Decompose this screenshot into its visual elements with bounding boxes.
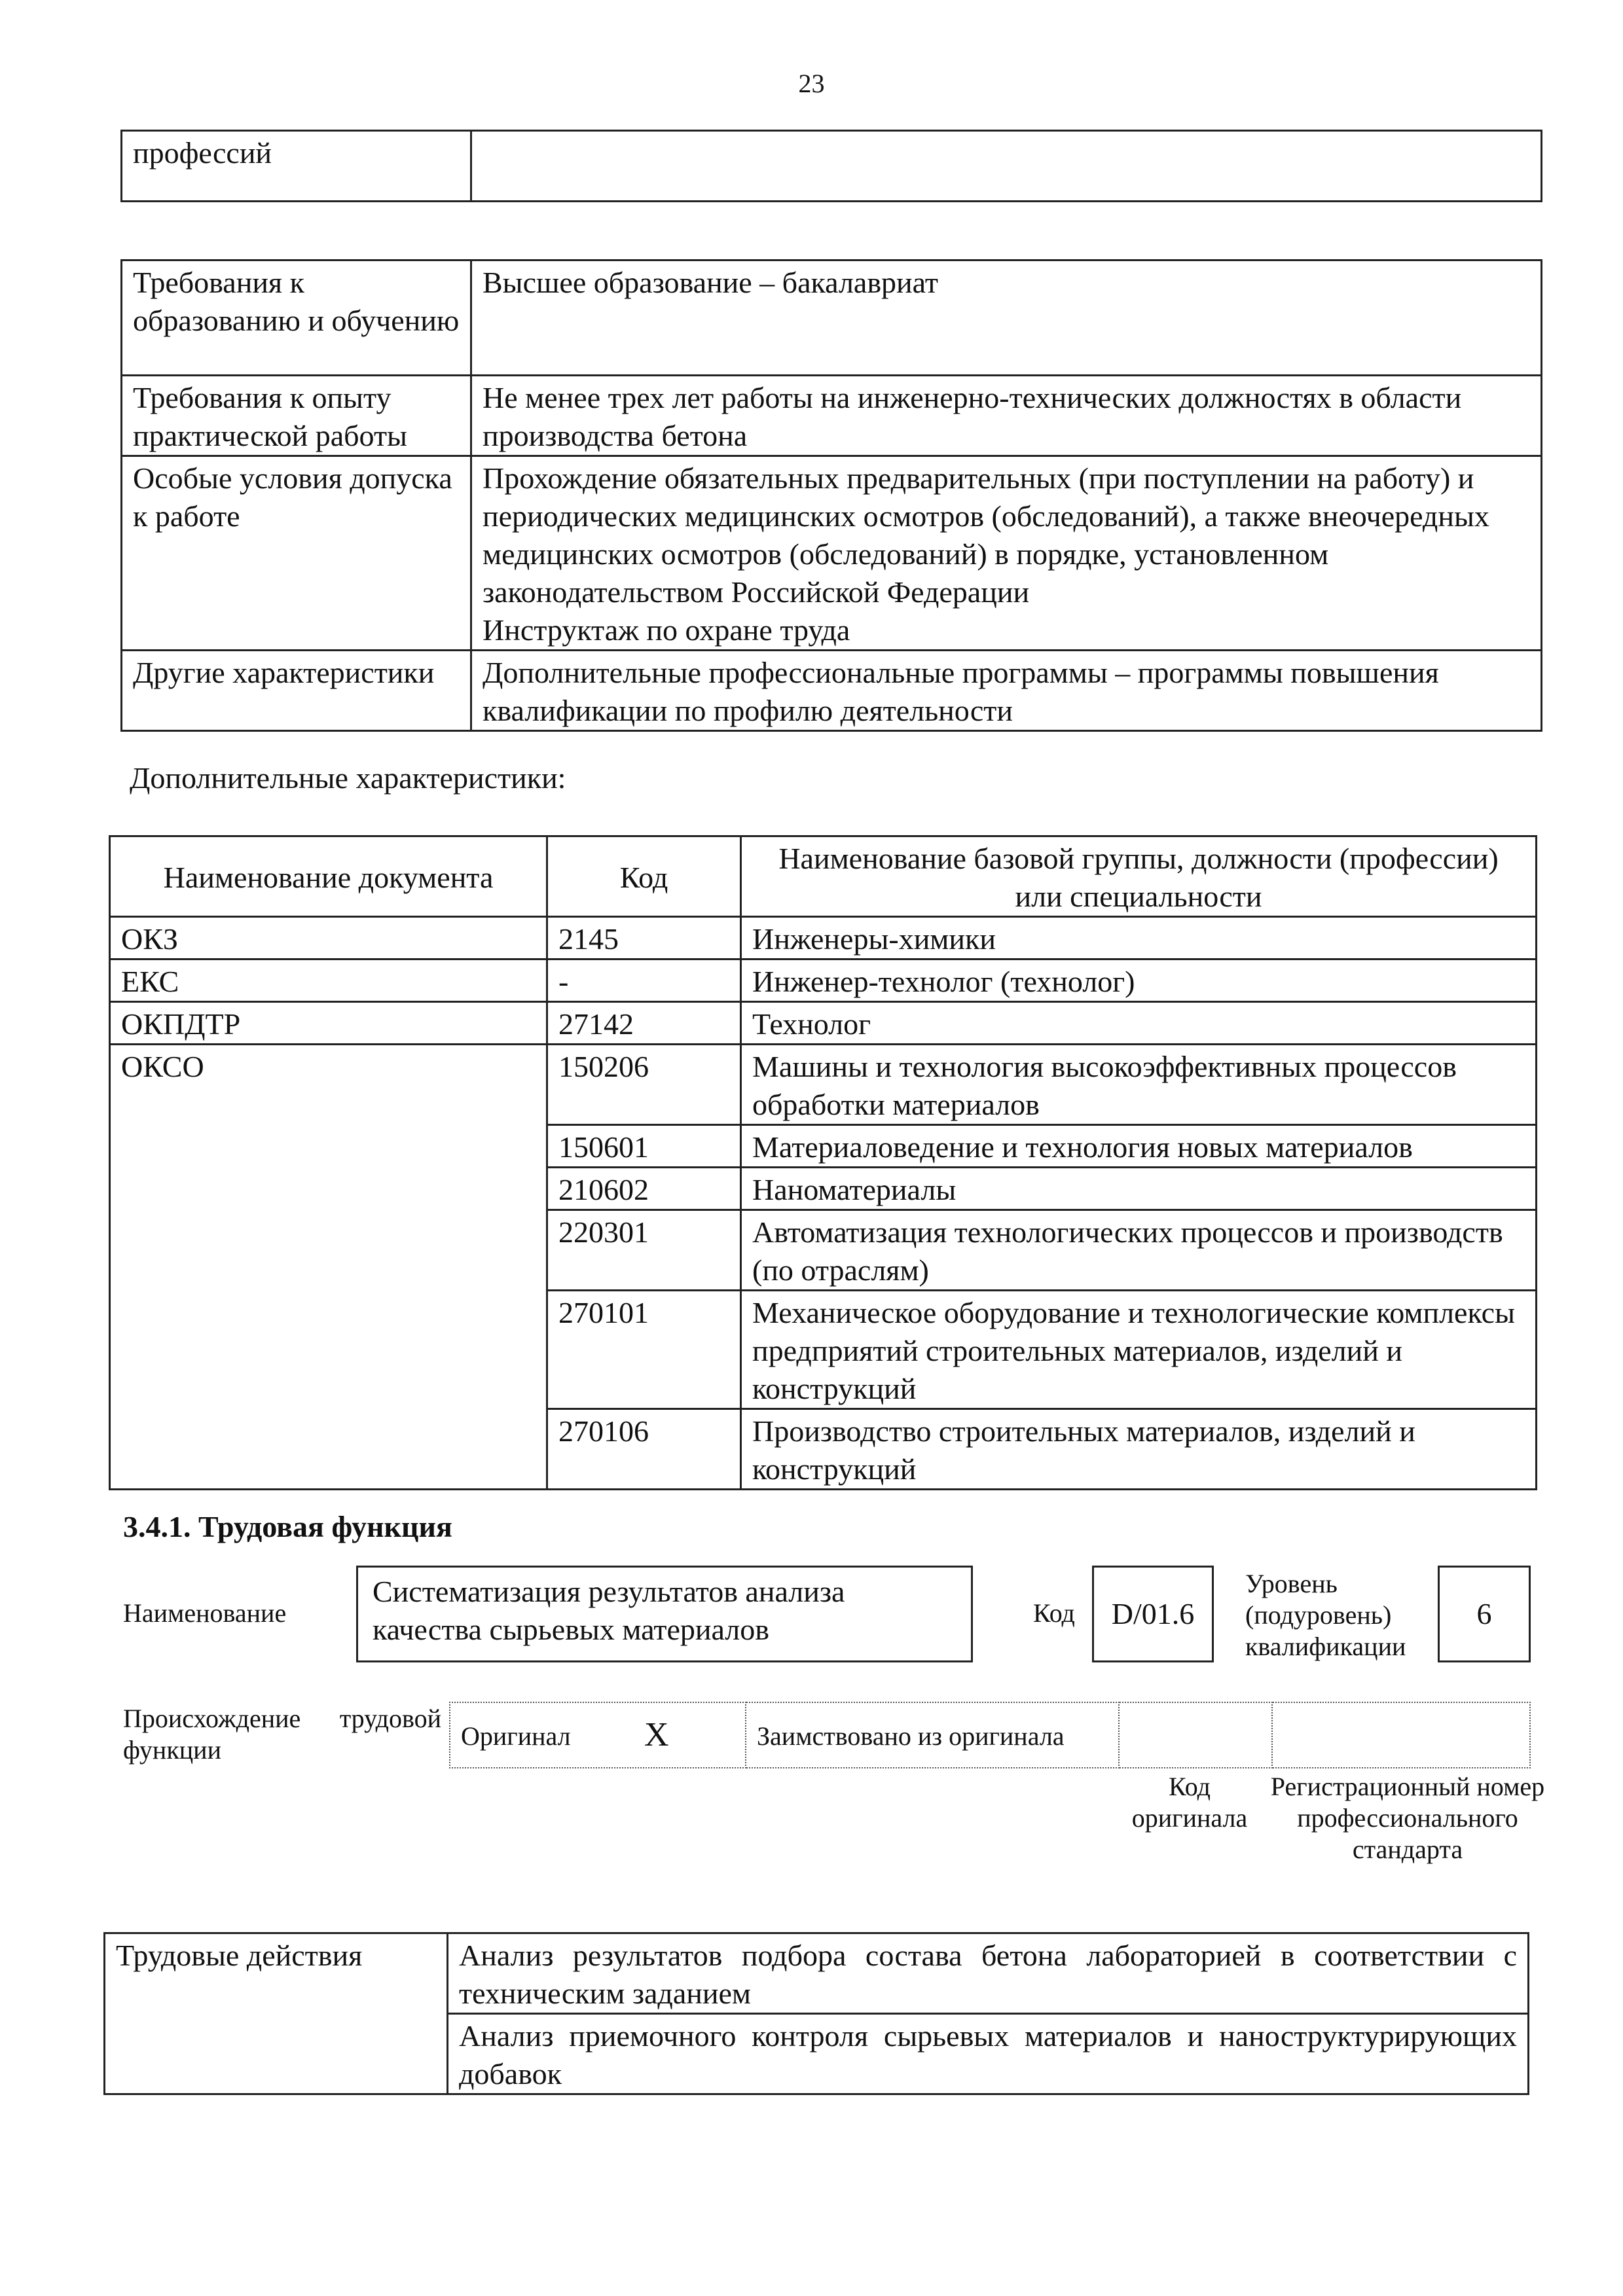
level-box: [1438, 1566, 1531, 1662]
code-value: D/01.6: [1111, 1597, 1195, 1630]
requirement-value-extra: Инструктаж по охране труда: [483, 613, 850, 647]
requirement-value-text: Прохождение обязательных предварительных (при поступлении на работу) и периодических медицинских осмотров (обследований), а также внеочередных медицинских осмотров (обследований) в порядке, установленном законодательством Российской Федерации: [483, 461, 1489, 609]
code-box: [1092, 1566, 1214, 1662]
code-label: Код: [1033, 1598, 1075, 1628]
row-code: 220301: [547, 1210, 741, 1291]
row-code: -: [547, 960, 741, 1002]
row-document: ОКЗ: [110, 917, 547, 960]
row-code: 27142: [547, 1002, 741, 1045]
requirement-value: Не менее трех лет работы на инженерно-технических должностях в области производства бетона: [471, 376, 1542, 456]
function-name-value: Систематизация результатов анализа качества сырьевых материалов: [373, 1575, 845, 1646]
table-row: [122, 456, 1542, 651]
row-name: Материаловедение и технология новых материалов: [741, 1125, 1537, 1168]
page-number: 23: [798, 69, 825, 98]
row-document: ЕКС: [110, 960, 547, 1002]
row-code: 270101: [547, 1291, 741, 1409]
requirement-value: Высшее образование – бакалавриат: [471, 260, 1542, 376]
reg-number-caption: Регистрационный номер профессионального стандарта: [1270, 1772, 1545, 1864]
level-label: Уровень (подуровень) квалификации: [1245, 1569, 1406, 1661]
table-row: [110, 960, 1537, 1002]
row-document: ОКПДТР: [110, 1002, 547, 1045]
row-name: Автоматизация технологических процессов и производств (по отраслям): [741, 1210, 1537, 1291]
labor-action-item: Анализ результатов подбора состава бетона лабораторией в соответствии с техническим заданием: [448, 1933, 1529, 2014]
labor-actions-label: Трудовые действия: [105, 1933, 448, 2094]
row-name: Инженер-технолог (технолог): [741, 960, 1537, 1002]
requirement-label: Особые условия допуска к работе: [122, 456, 471, 651]
code-original-caption: Код оригинала: [1131, 1772, 1248, 1833]
requirement-label: Другие характеристики: [122, 651, 471, 731]
table-header-row: [110, 836, 1537, 917]
prev-table-cell: профессий: [122, 131, 471, 202]
row-name: Наноматериалы: [741, 1168, 1537, 1210]
original-cell: [450, 1702, 746, 1768]
row-document: ОКСО: [110, 1045, 547, 1490]
origin-label-text: Происхождение трудовой функции: [123, 1704, 441, 1765]
requirement-value: [471, 456, 1542, 651]
classifier-table: [109, 835, 1537, 1490]
labor-action-item: Анализ приемочного контроля сырьевых материалов и наноструктурирующих добавок: [448, 2014, 1529, 2094]
origin-table: [449, 1702, 1531, 1768]
row-name: Производство строительных материалов, изделий и конструкций: [741, 1409, 1537, 1490]
row-name: Механическое оборудование и технологические комплексы предприятий строительных материалов, изделий и конструкций: [741, 1291, 1537, 1409]
header-document: Наименование документа: [110, 836, 547, 917]
header-code: Код: [547, 836, 741, 917]
table-row: [110, 1045, 1537, 1125]
table-row: [110, 1002, 1537, 1045]
table-row: [110, 917, 1537, 960]
row-name: Технолог: [741, 1002, 1537, 1045]
table-row: [122, 651, 1542, 731]
prev-table: [120, 130, 1542, 202]
row-code: 2145: [547, 917, 741, 960]
table-row: [122, 376, 1542, 456]
origin-label: [123, 1703, 441, 1766]
row-code: 150206: [547, 1045, 741, 1125]
labor-actions-table: [103, 1932, 1529, 2095]
row-name: Инженеры-химики: [741, 917, 1537, 960]
original-mark: X: [644, 1716, 669, 1753]
row-name: Машины и технология высокоэффективных процессов обработки материалов: [741, 1045, 1537, 1125]
row-code: 150601: [547, 1125, 741, 1168]
labor-function-heading: 3.4.1. Трудовая функция: [123, 1510, 452, 1543]
code-original-cell: [1119, 1702, 1272, 1768]
table-row: [122, 260, 1542, 376]
header-name: Наименование базовой группы, должности (профессии) или специальности: [741, 836, 1537, 917]
borrowed-label: Заимствовано из оригинала: [746, 1702, 1119, 1768]
requirement-value: Дополнительные профессиональные программы – программы повышения квалификации по профилю деятельности: [471, 651, 1542, 731]
original-label: Оригинал: [461, 1721, 571, 1751]
level-value: 6: [1476, 1597, 1492, 1630]
row-code: 210602: [547, 1168, 741, 1210]
name-label: Наименование: [123, 1598, 287, 1628]
row-code: 270106: [547, 1409, 741, 1490]
requirements-table: [120, 259, 1542, 732]
requirement-label: Требования к опыту практической работы: [122, 376, 471, 456]
prev-table-empty: [471, 131, 1542, 202]
function-name-box: [356, 1566, 973, 1662]
requirement-label: Требования к образованию и обучению: [122, 260, 471, 376]
reg-number-cell: [1272, 1702, 1530, 1768]
table-row: [105, 1933, 1529, 2014]
additional-characteristics-title: Дополнительные характеристики:: [130, 761, 566, 795]
